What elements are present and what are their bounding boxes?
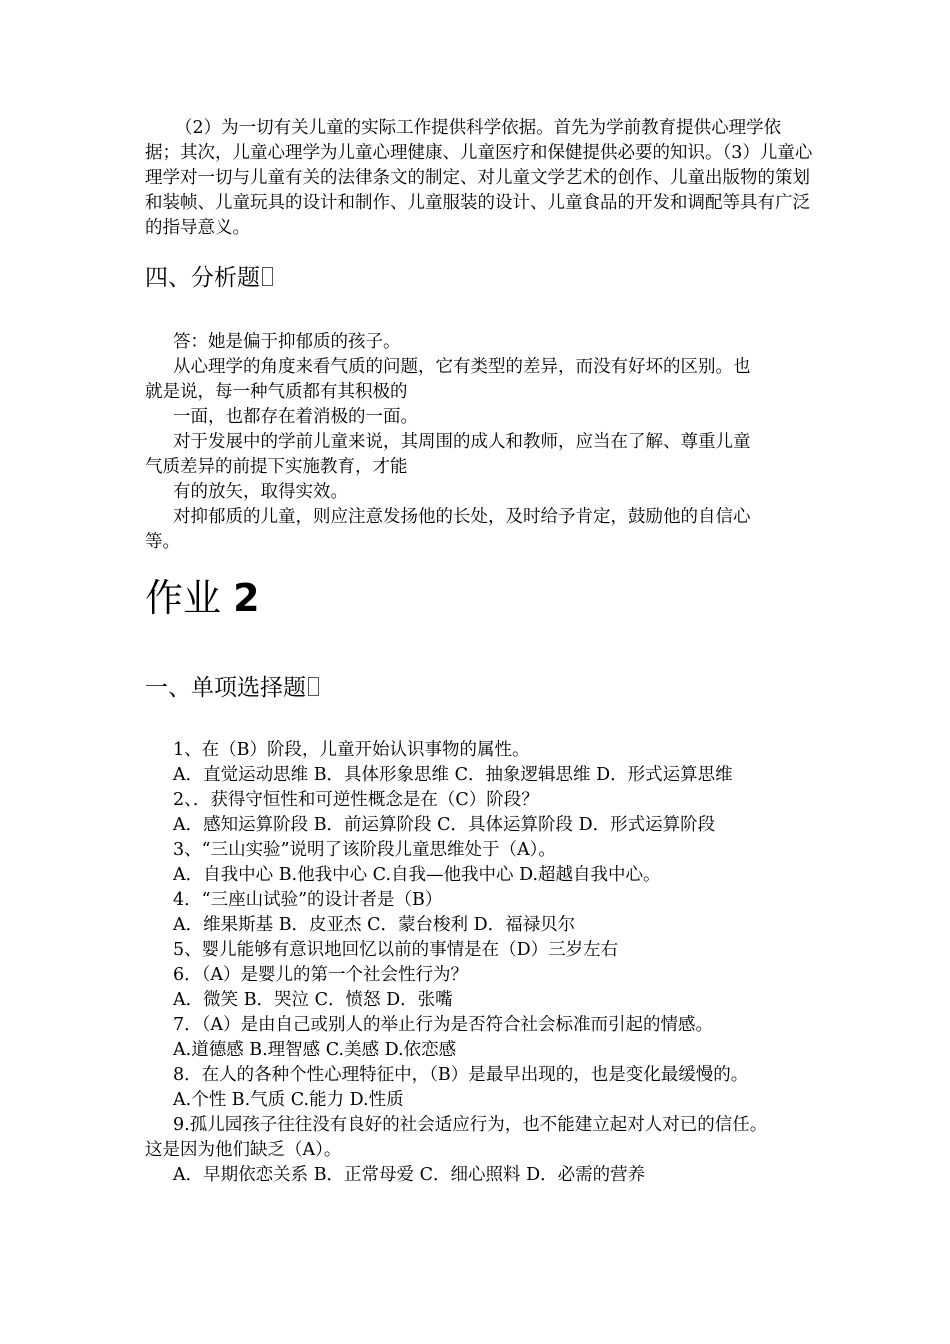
assignment-title-number: 2 xyxy=(233,576,260,620)
analysis-line: 答：她是偏于抑郁质的孩子。 xyxy=(173,332,401,352)
option-line: A．维果斯基 B．皮亚杰 C．蒙台梭利 D．福禄贝尔 xyxy=(173,915,576,935)
assignment-title-text: 作业 xyxy=(145,576,222,620)
option-line: A.道德感 B.理智感 C.美感 D.依恋感 xyxy=(173,1040,457,1060)
option-line: A．感知运算阶段 B．前运算阶段 C．具体运算阶段 D．形式运算阶段 xyxy=(173,815,716,835)
option-line: A．微笑 B．哭泣 C．愤怒 D．张嘴 xyxy=(173,990,453,1010)
analysis-line: 就是说，每一种气质都有其积极的 xyxy=(145,382,408,402)
analysis-line: 一面，也都存在着消极的一面。 xyxy=(173,407,418,427)
question-line: 3、“三山实验”说明了该阶段儿童思维处于（A）。 xyxy=(173,840,556,860)
assignment-title xyxy=(145,575,260,621)
analysis-line: 等。 xyxy=(145,532,180,552)
question-line: 8．在人的各种个性心理特征中，（B）是最早出现的，也是变化最缓慢的。 xyxy=(173,1065,749,1085)
section-heading-single-choice-text: 一、单项选择题 xyxy=(145,675,306,701)
question-line: 7．（A）是由自己或别人的举止行为是否符合社会标准而引起的情感。 xyxy=(173,1015,714,1035)
option-line: A.个性 B.气质 C.能力 D.性质 xyxy=(173,1090,404,1110)
section-heading-single-choice xyxy=(145,673,319,703)
intro-paragraph-text: （2）为一切有关儿童的实际工作提供科学依据。首先为学前教育提供心理学依据；其次，儿童心理学为儿童心理健康、儿童医疗和保健提供必要的知识。（3）儿童心理学对一切与儿童有关的法律条文的制定、对儿童文学艺术的创作、儿童出版物的策划和装帧、儿童玩具的设计和制作、儿童服装的设计、儿童食品的开发和调配等具有广泛的指导意义。 xyxy=(145,118,813,238)
question-line: 4．“三座山试验”的设计者是（B） xyxy=(173,890,443,910)
question-line: 2、．获得守恒性和可逆性概念是在（C）阶段？ xyxy=(173,790,539,810)
analysis-line: 对抑郁质的儿童，则应注意发扬他的长处，及时给予肯定，鼓励他的自信心 xyxy=(173,507,751,527)
missing-glyph-box xyxy=(262,267,273,286)
question-line: 1、在（B）阶段，儿童开始认识事物的属性。 xyxy=(173,740,530,760)
question-line: 这是因为他们缺乏（A）。 xyxy=(145,1140,342,1160)
analysis-line: 气质差异的前提下实施教育，才能 xyxy=(145,457,408,477)
option-line: A．早期依恋关系 B．正常母爱 C．细心照料 D．必需的营养 xyxy=(173,1165,646,1185)
question-line: 5、婴儿能够有意识地回忆以前的事情是在（D）三岁左右 xyxy=(173,940,619,960)
question-line: 6．（A）是婴儿的第一个社会性行为？ xyxy=(173,965,469,985)
section-heading-analysis-text: 四、分析题 xyxy=(145,265,260,291)
question-line: 9.孤儿园孩子往往没有良好的社会适应行为，也不能建立起对人对已的信任。 xyxy=(173,1115,768,1135)
section-heading-analysis xyxy=(145,263,273,293)
analysis-line: 从心理学的角度来看气质的问题，它有类型的差异，而没有好坏的区别。也 xyxy=(173,357,751,377)
option-line: A．直觉运动思维 B．具体形象思维 C．抽象逻辑思维 D．形式运算思维 xyxy=(173,765,733,785)
option-line: A．自我中心 B.他我中心 C.自我—他我中心 D.超越自我中心。 xyxy=(173,865,661,885)
analysis-line: 有的放矢，取得实效。 xyxy=(173,482,348,502)
analysis-line: 对于发展中的学前儿童来说，其周围的成人和教师，应当在了解、尊重儿童 xyxy=(173,432,751,452)
missing-glyph-box xyxy=(308,677,319,696)
intro-paragraph xyxy=(145,116,815,241)
